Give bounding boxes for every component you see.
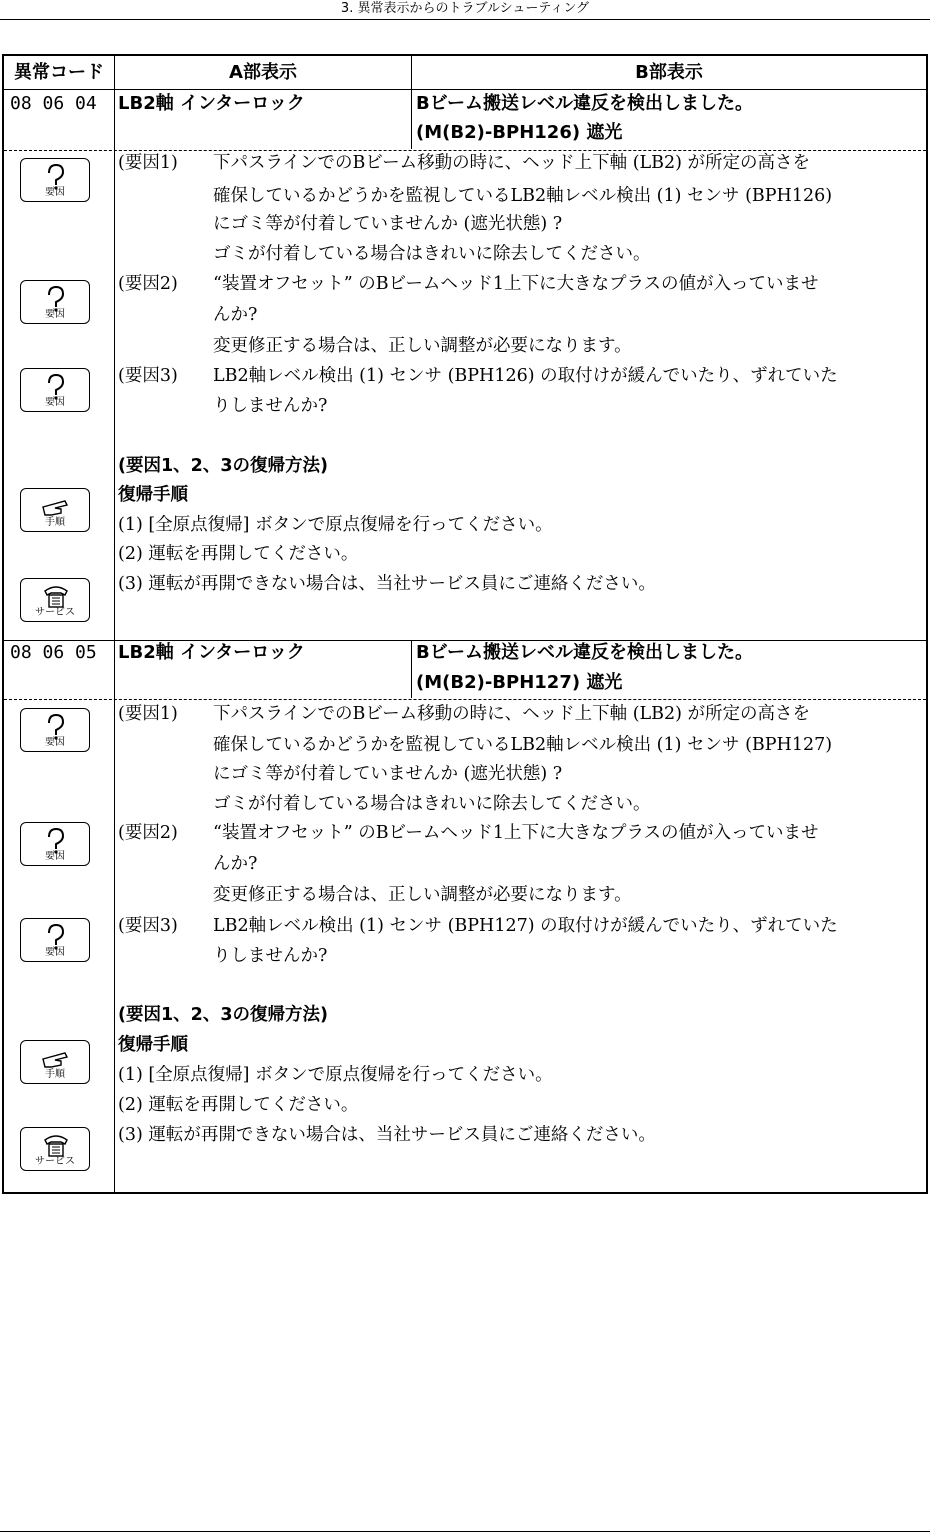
entry2-step2: (2) 運転を再開してください。: [118, 1095, 359, 1115]
column-divider-ab-entry1: [411, 89, 412, 149]
entry1-b-line2: (M(B2)-BPH126) 遮光: [416, 122, 623, 143]
procedure-label: 手順: [45, 517, 65, 528]
entry1-cause3-line1: [118, 362, 838, 391]
cause2-text: “装置オフセット” のBビームヘッド1上下に大きなプラスの値が入っていませ: [213, 823, 819, 843]
header-code: 異常コード: [14, 62, 104, 83]
entry1-b-line1: Bビーム搬送レベル違反を検出しました。: [416, 93, 753, 114]
cause2-key: (要因2): [118, 274, 178, 294]
cause3-key: (要因3): [118, 366, 178, 386]
entry1-cause1-line1: [118, 149, 810, 178]
cause3-text: LB2軸レベル検出 (1) センサ (BPH127) の取付けが緩んでいたり、ずれていた: [213, 916, 838, 936]
entry1-recovery-title: (要因1、2、3の復帰方法): [118, 456, 329, 476]
column-divider-ab-entry2: [411, 640, 412, 698]
footer-rule: [0, 1531, 930, 1532]
service-label: サービス: [35, 1156, 75, 1167]
cause-label: 要因: [45, 397, 65, 408]
cause2-key: (要因2): [118, 823, 178, 843]
entry2-cause2-icon: [20, 822, 90, 866]
entry2-service-icon: [20, 1127, 90, 1171]
entry1-cause2-line1: [118, 270, 819, 299]
cause-label: 要因: [45, 187, 65, 198]
entry2-cause3-icon: [20, 918, 90, 962]
entry2-recovery-title: (要因1、2、3の復帰方法): [118, 1005, 329, 1025]
entry1-service-icon: [20, 578, 90, 622]
cause3-text: LB2軸レベル検出 (1) センサ (BPH126) の取付けが緩んでいたり、ずれていた: [213, 366, 838, 386]
entry1-procedure-icon: [20, 488, 90, 532]
entry2-cause2-line2: んか?: [213, 854, 258, 874]
entry2-cause1-line3: にゴミ等が付着していませんか (遮光状態) ?: [213, 764, 563, 784]
header-a-display: A部表示: [229, 62, 297, 83]
header-b-display: B部表示: [635, 62, 703, 83]
entry1-cause3-line2: りしませんか?: [213, 396, 328, 416]
entry1-code: 08 06 04: [10, 93, 97, 114]
procedure-label: 手順: [45, 1069, 65, 1080]
entry2-procedure-icon: [20, 1040, 90, 1084]
entry1-a-display: LB2軸 インターロック: [118, 93, 305, 114]
entry1-cause2-line3: 変更修正する場合は、正しい調整が必要になります。: [213, 336, 632, 356]
entry2-cause1-line2: 確保しているかどうかを監視しているLB2軸レベル検出 (1) センサ (BPH127): [213, 735, 833, 755]
entry1-procedure-title: 復帰手順: [118, 485, 188, 505]
cause1-key: (要因1): [118, 153, 178, 173]
entry2-b-line2: (M(B2)-BPH127) 遮光: [416, 672, 623, 693]
entry2-cause3-line1: [118, 912, 838, 941]
entry2-a-display: LB2軸 インターロック: [118, 642, 305, 663]
entry1-cause1-line3: にゴミ等が付着していませんか (遮光状態) ?: [213, 214, 563, 234]
cause-label: 要因: [45, 851, 65, 862]
entry2-cause3-line2: りしませんか?: [213, 946, 328, 966]
entry2-procedure-title: 復帰手順: [118, 1035, 188, 1055]
entry2-cause1-icon: [20, 708, 90, 752]
entry1-step3: (3) 運転が再開できない場合は、当社サービス員にご連絡ください。: [118, 574, 656, 594]
entry2-cause1-line1: [118, 700, 810, 729]
service-label: サービス: [35, 607, 75, 618]
entry1-step1: (1) [全原点復帰] ボタンで原点復帰を行ってください。: [118, 515, 553, 535]
cause2-text: “装置オフセット” のBビームヘッド1上下に大きなプラスの値が入っていませ: [213, 274, 819, 294]
entry2-code: 08 06 05: [10, 642, 97, 663]
entry2-cause1-line4: ゴミが付着している場合はきれいに除去してください。: [213, 794, 651, 814]
entry2-step3: (3) 運転が再開できない場合は、当社サービス員にご連絡ください。: [118, 1125, 656, 1145]
cause1-text: 下パスラインでのBビーム移動の時に、ヘッド上下軸 (LB2) が所定の高さを: [213, 153, 811, 173]
entry1-cause1-line4: ゴミが付着している場合はきれいに除去してください。: [213, 244, 651, 264]
entry2-cause2-line3: 変更修正する場合は、正しい調整が必要になります。: [213, 885, 632, 905]
entry1-cause1-icon: [20, 158, 90, 202]
entry2-b-line1: Bビーム搬送レベル違反を検出しました。: [416, 642, 753, 663]
entry1-cause3-icon: [20, 368, 90, 412]
cause1-key: (要因1): [118, 704, 178, 724]
entry2-cause2-line1: [118, 819, 819, 848]
entry1-cause2-icon: [20, 280, 90, 324]
cause3-key: (要因3): [118, 916, 178, 936]
column-divider-code: [114, 56, 115, 1192]
entry1-cause1-line2: 確保しているかどうかを監視しているLB2軸レベル検出 (1) センサ (BPH126): [213, 186, 833, 206]
header-rule: [0, 19, 930, 20]
cause-label: 要因: [45, 309, 65, 320]
cause-label: 要因: [45, 737, 65, 748]
page-header: 3. 異常表示からのトラブルシューティング: [340, 1, 590, 16]
cause-label: 要因: [45, 947, 65, 958]
entry2-step1: (1) [全原点復帰] ボタンで原点復帰を行ってください。: [118, 1065, 553, 1085]
entry1-cause2-line2: んか?: [213, 305, 258, 325]
cause1-text: 下パスラインでのBビーム移動の時に、ヘッド上下軸 (LB2) が所定の高さを: [213, 704, 811, 724]
entry1-step2: (2) 運転を再開してください。: [118, 544, 359, 564]
